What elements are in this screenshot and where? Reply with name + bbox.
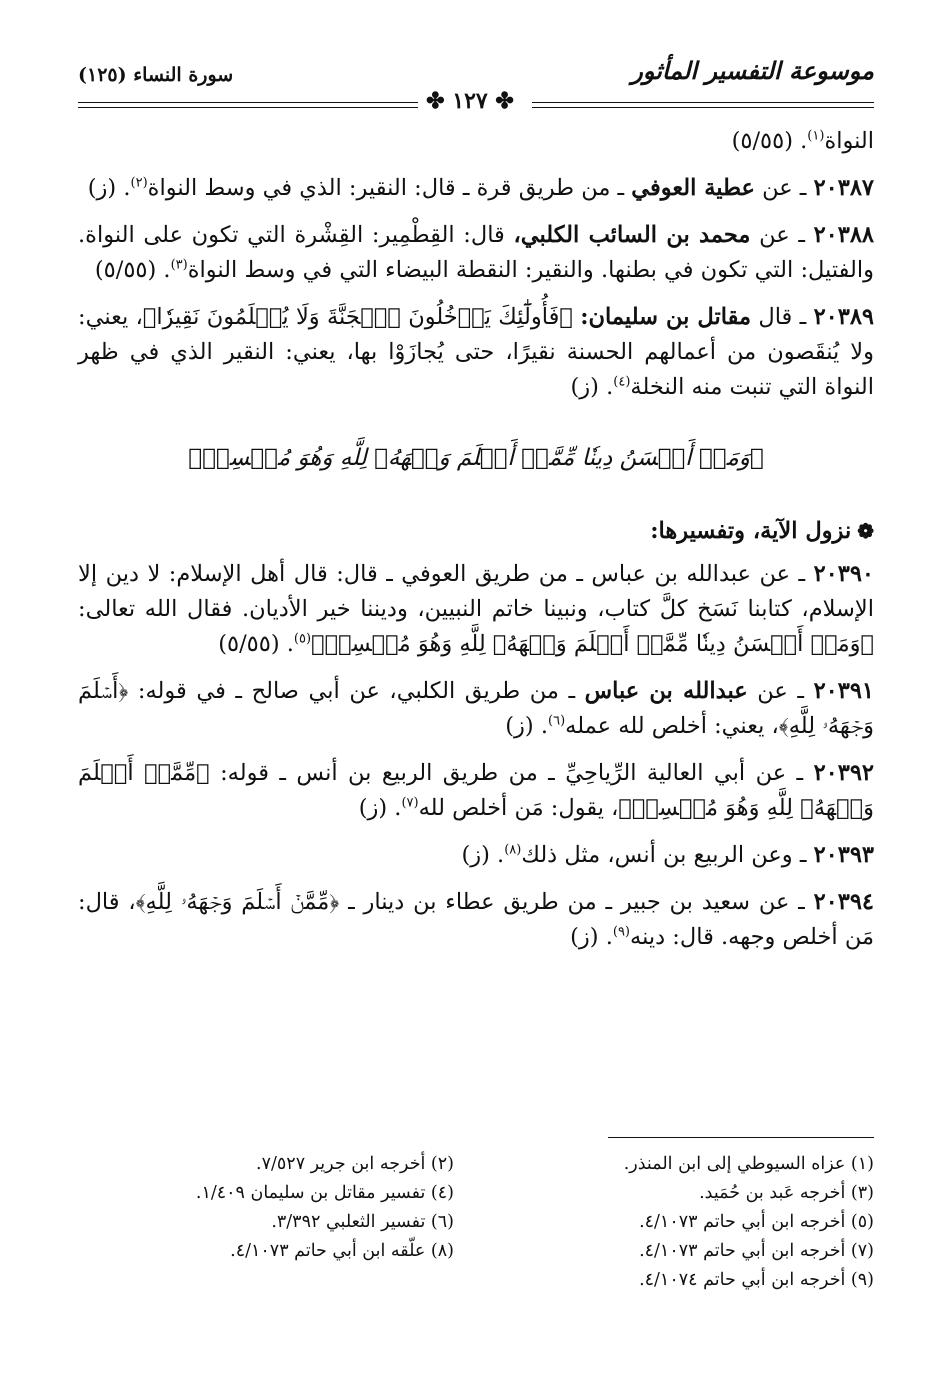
connector-text: ـ عن	[750, 561, 814, 587]
hadith-paragraph	[78, 885, 874, 955]
connector-text: ـ عن	[750, 889, 814, 915]
entry-number: ٢٠٣٨٨	[813, 222, 875, 248]
footnote-ref: (٧)	[401, 795, 419, 811]
ornament-icon: ✤	[426, 88, 453, 114]
connector-text: ـ وعن	[744, 842, 814, 868]
source-marker: . (٥/٥٥)	[94, 257, 171, 283]
footnote-ref: (٩)	[612, 924, 630, 940]
paragraph-group-1	[78, 124, 874, 405]
paragraph-text: عبدالله بن عباس ـ من طريق العوفي ـ قال: قال أهل الإسلام: لا دين إلا الإسلام، كتابنا نَسَخ كلَّ كتاب، ونبينا خاتم النبيين، وديننا خير الأديان. فقال الله تعالى: ﴿وَمَنۡ أَحۡسَنُ دِينٗا مِّمَّنۡ أَسۡلَمَ وَجۡهَهُۥ لِلَّهِ وَهُوَ مُحۡسِنٞ﴾	[78, 561, 874, 657]
connector-text: ـ عن	[745, 760, 814, 786]
ornament-icon: ✤	[487, 88, 514, 114]
paragraph-text: سعيد بن جبير ـ من طريق عطاء بن دينار ـ ﴿مِّمَّنۡ أَسۡلَمَ وَجۡهَهُۥ لِلَّهِ﴾، قال: مَن أخلص وجهه. قال: دينه	[78, 889, 874, 950]
paragraph-text: ـ من طريق قرة ـ قال: النقير: الذي في وسط النواة	[147, 175, 632, 201]
paragraph-text: أبي العالية الرِّياحِيِّ ـ من طريق الربيع بن أنس ـ قوله: ﴿مِّمَّنۡ أَسۡلَمَ وَجۡهَهُۥ لِلَّهِ وَهُوَ مُحۡسِنٞ﴾، يقول: مَن أخلص لله	[78, 760, 874, 821]
connector-text: ـ عن	[750, 222, 814, 248]
footnote-ref: (٣)	[170, 257, 188, 273]
footnote-rule	[608, 1137, 874, 1138]
paragraph-text: قال: القِطْمِير: القِشْرة التي تكون على النواة. والفتيل: التي تكون في بطنها. والنقير: النقطة البيضاء التي في وسط النواة	[78, 222, 874, 283]
footnotes-right-column	[474, 1150, 874, 1295]
source-marker: . (ز)	[358, 795, 402, 821]
footnote-ref: (٨)	[504, 842, 522, 858]
footnote-item: (٣) أخرجه عَبد بن حُمَيد.	[699, 1183, 874, 1203]
paragraph-text: الربيع بن أنس، مثل ذلك	[521, 842, 745, 868]
source-marker: . (ز)	[461, 842, 505, 868]
footnote-item: (٥) أخرجه ابن أبي حاتم ٤/١٠٧٣.	[639, 1212, 874, 1232]
header-rule-right	[532, 102, 874, 108]
section-heading: ❁نزول الآية، وتفسيرها:	[650, 518, 874, 544]
connector-text: ـ عن	[754, 175, 814, 201]
paragraph-text: النواة	[824, 128, 874, 154]
hadith-paragraph	[78, 124, 874, 159]
hadith-paragraph	[78, 674, 874, 744]
footnote-item: (١) عزاه السيوطي إلى ابن المنذر.	[623, 1154, 874, 1174]
source-marker: . (ز)	[87, 175, 131, 201]
main-text	[78, 124, 874, 967]
footnote-item: (٨) علّقه ابن أبي حاتم ٤/١٠٧٣.	[230, 1241, 454, 1261]
paragraph-text: ـ من طريق الكلبي، عن أبي صالح ـ في قوله: ﴿أَسۡلَمَ وَجۡهَهُۥ لِلَّهِ﴾، يعني: أخلص لله عمله	[78, 678, 874, 739]
entry-number: ٢٠٣٩٠	[813, 561, 874, 587]
narrator-name: مقاتل بن سليمان:	[580, 304, 752, 330]
page-number: ✤ ١٢٧ ✤	[426, 88, 514, 114]
source-marker: . (ز)	[505, 713, 549, 739]
footnote-item: (٢) أخرجه ابن جرير ٧/٥٢٧.	[256, 1154, 454, 1174]
footnote-ref: (٦)	[548, 713, 566, 729]
connector-text: ـ قال	[751, 304, 814, 330]
source-marker: . (٥/٥٥)	[218, 631, 294, 657]
footnote-item: (٧) أخرجه ابن أبي حاتم ٤/١٠٧٣.	[639, 1241, 874, 1261]
surah-label: سورة النساء (١٢٥)	[78, 64, 234, 86]
book-title: موسوعة التفسير المأثور	[631, 56, 874, 85]
paragraph-group-2	[78, 557, 874, 955]
entry-number: ٢٠٣٨٧	[813, 175, 874, 201]
hadith-paragraph	[78, 756, 874, 826]
hadith-paragraph	[78, 171, 874, 206]
entry-number: ٢٠٣٩٢	[813, 760, 874, 786]
paragraph-text: ﴿فَأُولَٰٓئِكَ يَدۡخُلُونَ ٱلۡجَنَّةَ وَلَا يُظۡلَمُونَ نَقِيرٗا﴾، يعني: ولا يُنقَصون من أعمالهم الحسنة نقيرًا، حتى يُجازَوْا بها، يعني: النقير الذي في ظهر النواة التي تنبت منه النخلة	[78, 304, 874, 400]
footnote-ref: (١)	[807, 128, 825, 144]
footnotes-left-column	[54, 1150, 454, 1266]
entry-number: ٢٠٣٨٩	[813, 304, 874, 330]
entry-number: ٢٠٣٩٣	[813, 842, 874, 868]
footnote-item: (٦) تفسير الثعلبي ٣/٣٩٢.	[271, 1212, 454, 1232]
hadith-paragraph	[78, 218, 874, 288]
hadith-paragraph	[78, 300, 874, 405]
hadith-paragraph	[78, 838, 874, 873]
header-rule-left	[78, 102, 418, 108]
footnote-ref: (٤)	[613, 374, 631, 390]
flower-ornament-icon: ❁	[857, 519, 874, 543]
hadith-paragraph	[78, 557, 874, 662]
source-marker: . (٥/٥٥)	[731, 128, 808, 154]
footnote-ref: (٢)	[130, 175, 148, 191]
connector-text: ـ عن	[747, 678, 814, 704]
narrator-name: عطية العوفي	[631, 175, 755, 201]
footnote-item: (٤) تفسير مقاتل بن سليمان ١/٤٠٩.	[195, 1183, 454, 1203]
footnote-ref: (٥)	[293, 631, 312, 647]
quran-verse: ﴿وَمَنۡ أَحۡسَنُ دِينٗا مِّمَّنۡ أَسۡلَمَ وَجۡهَهُۥ لِلَّهِ وَهُوَ مُحۡسِنٞ﴾	[188, 445, 764, 471]
entry-number: ٢٠٣٩٤	[813, 889, 874, 915]
source-marker: . (ز)	[570, 924, 613, 950]
entry-number: ٢٠٣٩١	[813, 678, 874, 704]
footnote-item: (٩) أخرجه ابن أبي حاتم ٤/١٠٧٤.	[639, 1270, 874, 1290]
narrator-name: محمد بن السائب الكلبي،	[513, 222, 751, 248]
source-marker: . (ز)	[570, 374, 614, 400]
narrator-name: عبدالله بن عباس	[584, 678, 748, 704]
